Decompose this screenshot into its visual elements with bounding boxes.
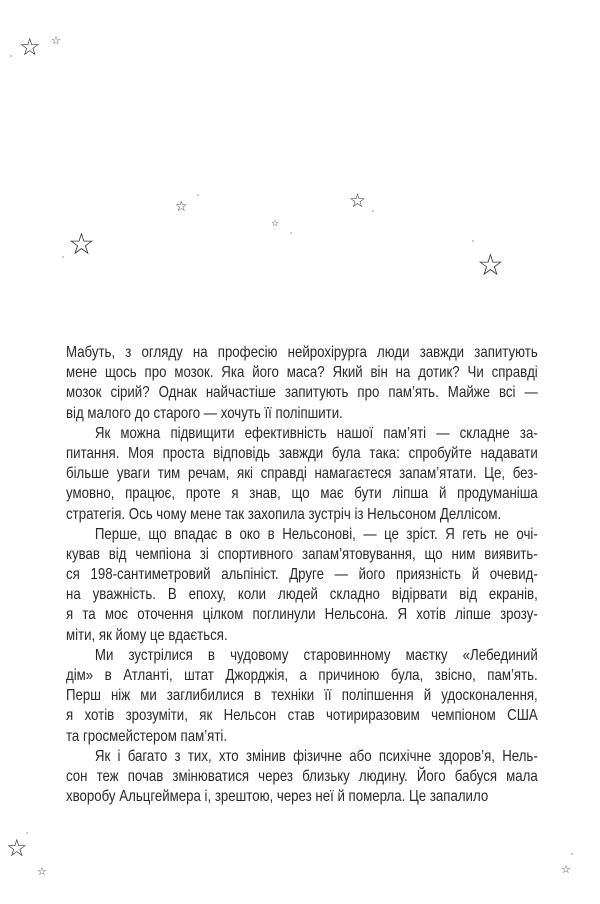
body-text (66, 343, 538, 807)
text-line: я хотів зрозуміти, як Нельсон став чотириразовим чемпіоном США (66, 707, 538, 725)
text-line: стратегія. Ось чому мене так захопила зустріч із Нельсоном Деллісом. (66, 505, 502, 523)
text-line: сон теж почав змінюватися через близьку людину. Його бабуся мала (66, 767, 538, 785)
star-icon: ☆ (271, 219, 280, 229)
text-line: більше уваги тим речам, які справді намагаєтеся запам’ятати. Це, без- (66, 465, 538, 483)
text-line: мене щось про мозок. Яка його маса? Який він на дотик? Чи справді (66, 364, 538, 382)
text-line: міти, як йому це вдається. (66, 626, 228, 644)
text-line: від малого до старого — хочуть її поліпшити. (66, 404, 343, 422)
decorative-dot (197, 194, 199, 196)
decorative-dot (290, 232, 292, 234)
text-line: Як можна підвищити ефективність нашої пам’яті — складне за- (94, 424, 538, 442)
text-line: мозок сірий? Однак найчастіше запитують про пам’ять. Майже всі — (66, 384, 538, 402)
decorative-dot (372, 210, 374, 212)
decorative-dot (472, 240, 474, 242)
text-line: Як і багато з тих, хто змінив фізичне або психічне здоров’я, Нель- (94, 747, 538, 765)
text-line: я та моє оточення цілком поглинули Нельсона. Я хотів ліпше зрозу- (66, 606, 538, 624)
text-line: ся 198-сантиметровий альпініст. Друге — його приязність й очевид- (66, 566, 538, 584)
text-line: дім» в Атланті, штат Джорджія, а причиною була, звісно, пам’ять. (66, 667, 538, 684)
text-line: питання. Моя проста відповідь завжди була така: спробуйте надавати (66, 444, 538, 462)
star-icon: ☆ (37, 865, 47, 878)
decorative-dot (571, 853, 573, 855)
text-line: хворобу Альцгеймера і, зрештою, через неї й померла. Це запалило (66, 788, 489, 806)
decorative-dot (10, 55, 12, 57)
star-icon: ☆ (175, 199, 188, 215)
text-line: Ми зустрілися в чудовому старовинному маєтку «Лебединий (94, 646, 538, 664)
text-line: Мабуть, з огляду на професію нейрохірурга люди завжди запитують (66, 344, 538, 361)
text-line: та гросмейстером пам’яті. (66, 727, 228, 745)
star-icon: ☆ (6, 834, 28, 862)
decorative-dot (62, 256, 64, 258)
text-line: на уважність. В епоху, коли людей складно відірвати від екранів, (66, 586, 538, 604)
star-icon: ☆ (561, 863, 571, 876)
star-icon: ☆ (349, 190, 367, 212)
text-line: кував від чемпіона зі спортивного запам’ятовування, що ним виявить- (66, 545, 538, 563)
star-icon: ☆ (477, 248, 504, 283)
star-icon: ☆ (19, 33, 41, 61)
decorative-dot (26, 832, 28, 834)
text-line: умовно, працює, проте я знав, що має бути ліпша й продуманіша (66, 485, 538, 503)
star-icon: ☆ (51, 34, 61, 47)
text-line: Перш ніж ми заглибилися в техніки її поліпшення й удосконалення, (66, 687, 538, 705)
text-line: Перше, що впадає в око в Нельсонові, — це зріст. Я геть не очі- (94, 525, 538, 543)
star-icon: ☆ (68, 227, 95, 262)
